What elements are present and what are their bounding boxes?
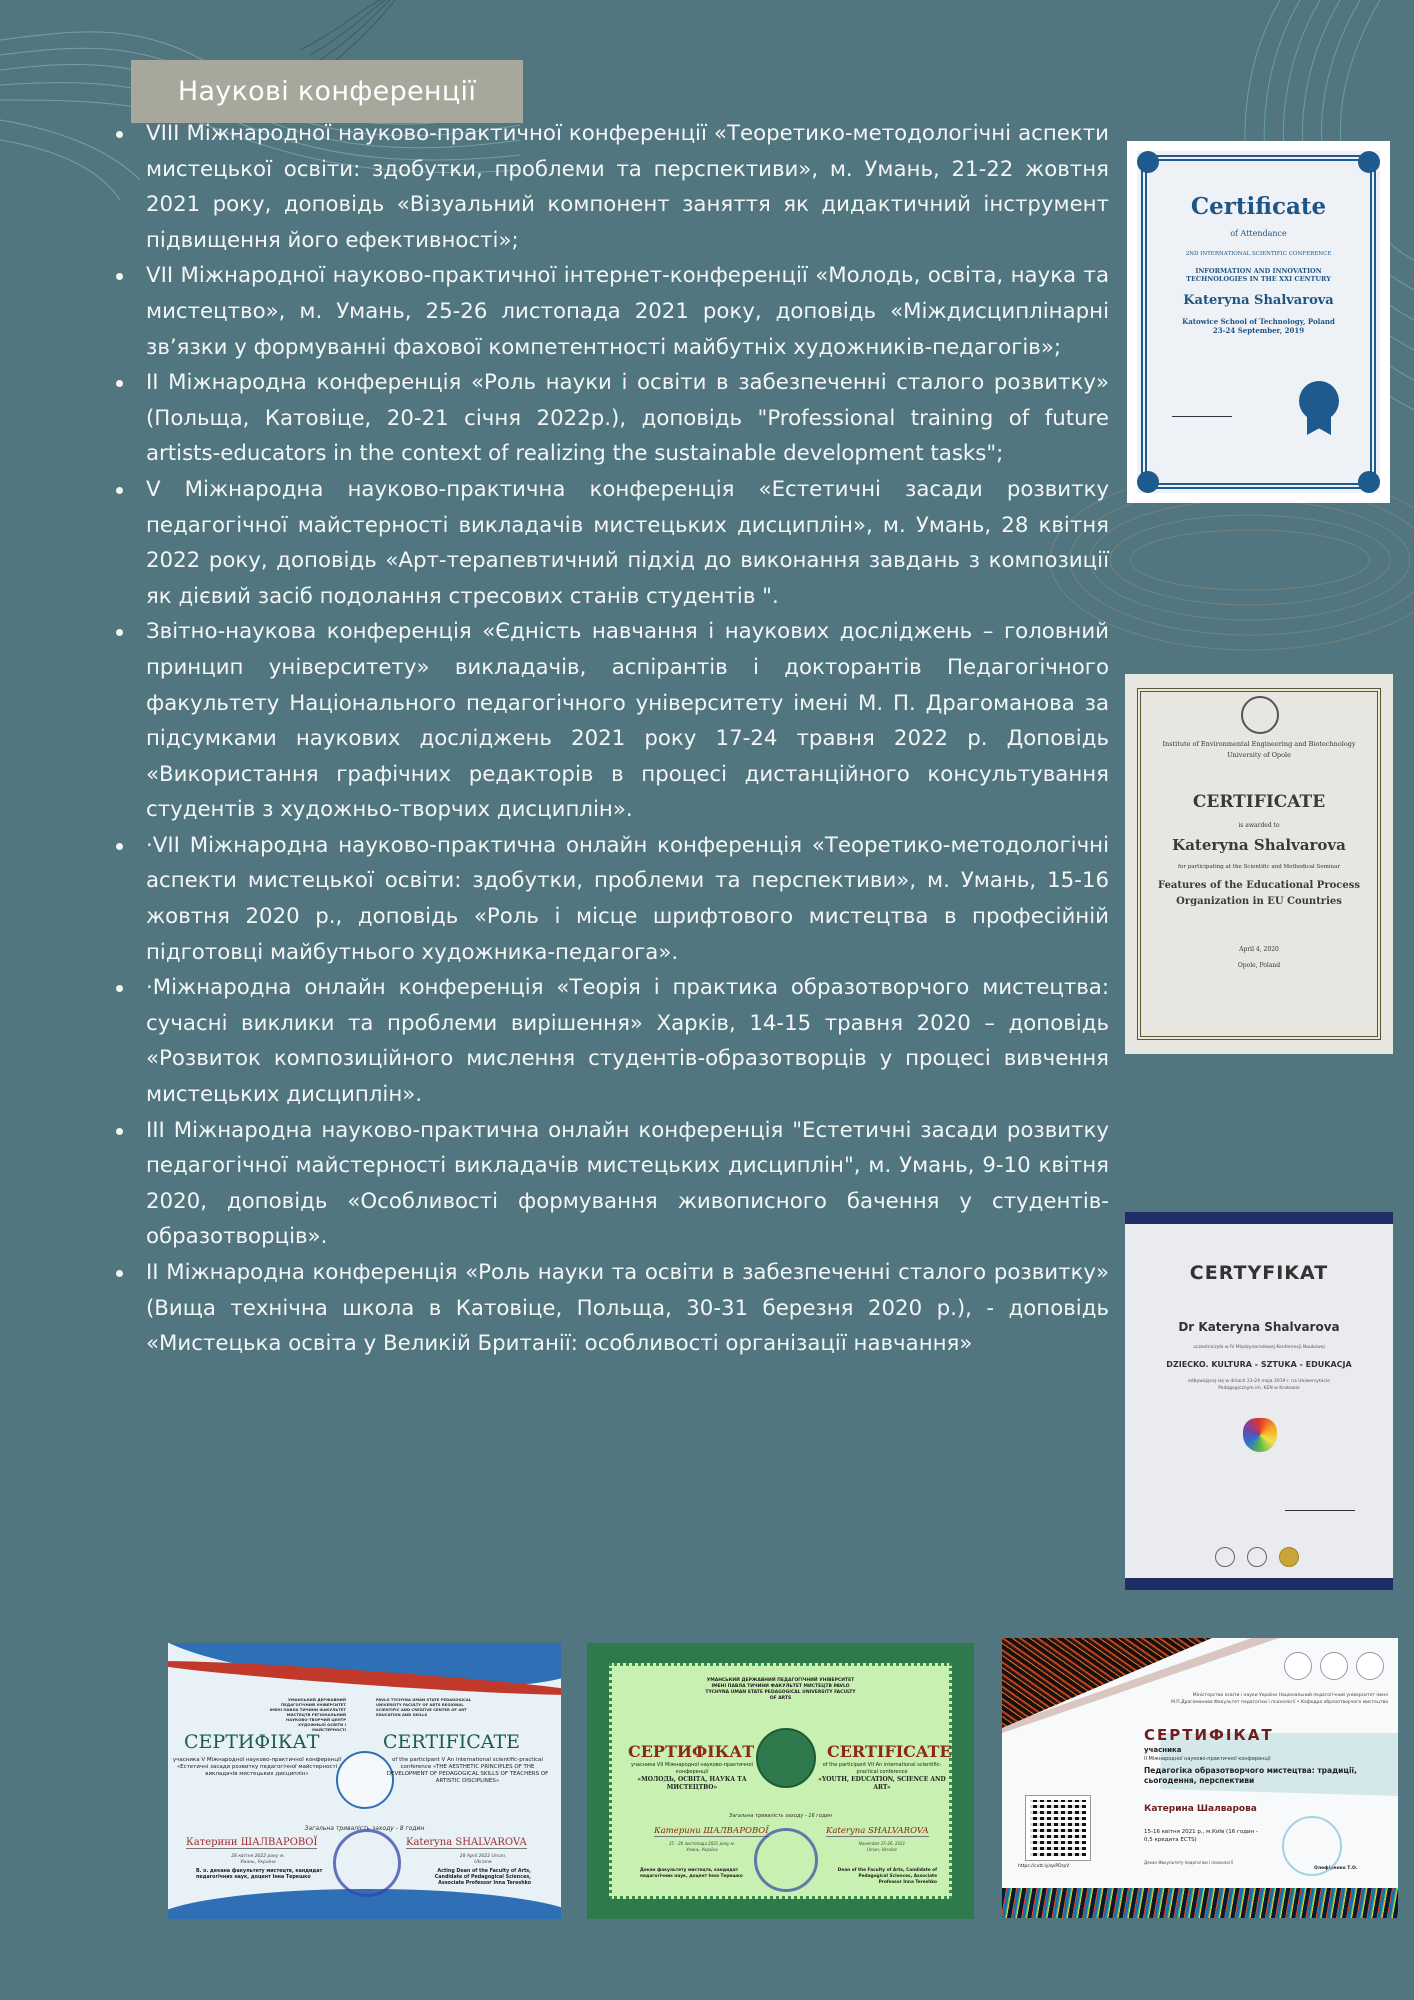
cert-date-en: November 25-26, 2021 Uman, Ukraine bbox=[858, 1841, 906, 1852]
corner-flower-icon bbox=[1358, 471, 1380, 493]
signature bbox=[1285, 1492, 1355, 1511]
cert-participation: uczestniczyła w IV Międzynarodowej Konferencji Naukowej bbox=[1193, 1345, 1325, 1350]
cert-sub-ua-text: учасника VII Міжнародної науково-практичної конференції bbox=[631, 1762, 753, 1775]
signature bbox=[1172, 391, 1232, 417]
cert-dean: Декан Факультету педагогіки і психології bbox=[1144, 1860, 1233, 1865]
cert-sub-ua: учасника V Міжнародної науково-практичної конференції «Естетичні засади розвитку педагогічної майстерності викладачів мистецьких дисциплін» bbox=[172, 1757, 342, 1777]
corner-flower-icon bbox=[1137, 151, 1159, 173]
cert-topic: Features of the Educational Process Organization in EU Countries bbox=[1158, 880, 1360, 907]
cert-heading-ua: СЕРТИФІКАТ bbox=[628, 1742, 755, 1761]
conference-item: Звітно-наукова конференція «Єдність навчання і наукових досліджень – головний принцип університету» викладачів, аспірантів і докторантів Педагогічного факультету Національного педагогічного університету імені М. П. Драгоманова за підсумками наукових досліджень 2021 року 17-24 травня 2022 р. Доповідь «Використання графічних редакторів в процесі дистанційного консультування студентів з художньо-творчих дисциплін». bbox=[146, 614, 1109, 828]
cert-dean-ua: Декан факультету мистецтв, кандидат педагогічних наук, доцент Інна Терешко bbox=[640, 1868, 743, 1879]
cert-heading: Certificate bbox=[1190, 193, 1327, 220]
cert-url: https://cutt.ly/qvPDrpV bbox=[1018, 1864, 1070, 1869]
logo-icon bbox=[1356, 1652, 1384, 1680]
cert-sub-ua bbox=[622, 1762, 762, 1792]
cert-conference: 2ND INTERNATIONAL SCIENTIFIC CONFERENCE bbox=[1185, 251, 1332, 257]
painted-hand-icon bbox=[1243, 1418, 1277, 1452]
cert-topic-ua: «МОЛОДЬ, ОСВІТА, НАУКА ТА МИСТЕЦТВО» bbox=[637, 1776, 747, 1791]
stamp-icon bbox=[1282, 1816, 1342, 1876]
conference-list bbox=[110, 116, 1109, 1362]
cert-duration: Загальна тривалість заходу - 8 годин bbox=[304, 1825, 425, 1832]
cert-sub-en bbox=[812, 1762, 952, 1792]
conference-item: II Міжнародна конференція «Роль науки і освіти в забезпеченні сталого розвитку» (Польща, Катовіце, 20-21 січня 2022р.), доповідь "Professional training of future artists-educators in the context of realizing the sustainable development tasks"; bbox=[146, 365, 1109, 472]
logo-icon bbox=[1320, 1652, 1348, 1680]
cert-header-ua: УМАНСЬКИЙ ДЕРЖАВНИЙ ПЕДАГОГІЧНИЙ УНІВЕРСИТЕТ ІМЕНІ ПАВЛА ТИЧИНИ ФАКУЛЬТЕТ МИСТЕЦТВ РЕГІОНАЛЬНИЙ НАУКОВО-ТВОРЧИЙ ЦЕНТР ХУДОЖНЬОЇ ОСВІТИ І МАЙСТЕРНОСТІ bbox=[269, 1697, 346, 1732]
cert-sub1: учасника bbox=[1144, 1746, 1182, 1754]
certificate-krakow bbox=[1125, 1212, 1393, 1590]
cert-header-en: PAVLO TYCHYNA UMAN STATE PEDAGOGICAL UNIVERSITY FACULTY OF ARTS REGIONAL SCIENTIFIC AND CREATIVE CENTER OF ART EDUCATION AND SKILLS bbox=[376, 1697, 472, 1717]
cert-details: 15-16 квітня 2021 р., м.Київ (16 годин - 0,5 кредита ECTS) bbox=[1144, 1829, 1258, 1843]
abstract-art-decoration bbox=[1002, 1888, 1398, 1918]
conference-item: II Міжнародна конференція «Роль науки та освіти в забезпеченні сталого розвитку» (Вища технічна школа в Катовіце, Польща, 30-31 березня 2020 р.), - доповідь «Мистецька освіта у Великій Британії: особливості організації навчання» bbox=[146, 1255, 1109, 1362]
logo-icon bbox=[1247, 1547, 1267, 1567]
cert-institution: Institute of Environmental Engineering and Biotechnology University of Opole bbox=[1162, 740, 1356, 759]
cert-topic: Педагогіка образотворчого мистецтва: традиції, сьогодення, перспективи bbox=[1144, 1766, 1357, 1785]
cert-recipient-name: Kateryna Shalvarova bbox=[1172, 836, 1346, 854]
cert-heading-en: CERTIFICATE bbox=[827, 1742, 952, 1761]
certificate-opole bbox=[1125, 674, 1393, 1054]
cert-awarded: is awarded to bbox=[1238, 822, 1280, 829]
conference-item: VIII Міжнародної науково-практичної конференції «Теоретико-методологічні аспекти мистецької освіти: здобутки, проблеми та перспективи», м. Умань, 21-22 жовтня 2021 року, доповідь «Візуальний компонент заняття як дидактичний інструмент підвищення його ефективності»; bbox=[146, 116, 1109, 258]
cert-name-ua: Катерини ШАЛВАРОВОЇ bbox=[654, 1826, 769, 1836]
conference-item: V Міжнародна науково-практична конференція «Естетичні засади розвитку педагогічної майстерності викладачів мистецьких дисциплін», м. Умань, 28 квітня 2022 року, доповідь «Арт-терапевтичний підхід до виконання завдань з композиції як дієвий засіб подолання стресових станів студентів ". bbox=[146, 472, 1109, 614]
cert-heading-en: CERTIFICATE bbox=[383, 1731, 521, 1753]
cert-dean-ua: В. о. декана факультету мистецтв, кандидат педагогічних наук, доцент Інна Терешко bbox=[196, 1869, 323, 1880]
cert-signer: Олефіренко Т.О. bbox=[1314, 1866, 1358, 1871]
stamp-icon bbox=[333, 1829, 401, 1897]
conference-item: ·VII Міжнародна науково-практична онлайн конференція «Теоретико-методологічні аспекти мистецької освіти: здобутки, проблеми та перспективи», м. Умань, 15-16 жовтня 2020 р., доповідь «Роль і місце шрифтового мистецтва в професійній підготовці майбутнього художника-педагога». bbox=[146, 828, 1109, 970]
cert-inner bbox=[609, 1663, 952, 1899]
corner-flower-icon bbox=[1137, 471, 1159, 493]
cert-heading: CERTYFIKAT bbox=[1189, 1262, 1329, 1284]
section-title: Наукові конференції bbox=[177, 76, 477, 107]
cert-heading: CERTIFICATE bbox=[1192, 792, 1326, 812]
abstract-art-decoration bbox=[1002, 1638, 1212, 1728]
cert-date: April 4, 2020 bbox=[1239, 946, 1279, 953]
certificate-kyiv-2021 bbox=[1002, 1638, 1398, 1918]
top-bar bbox=[1125, 1212, 1393, 1224]
cert-dean-en: Acting Dean of the Faculty of Arts, Candidate of Pedagogical Sciences, Associate Professor Inna Tereshko bbox=[434, 1869, 531, 1886]
cert-name-ua: Катерини ШАЛВАРОВОЇ bbox=[186, 1837, 318, 1848]
qr-code-icon bbox=[1026, 1796, 1090, 1860]
cert-dean-en: Dean of the Faculty of Arts, Candidate of Pedagogical Sciences, Associate Professor Inna Tereshko bbox=[837, 1868, 937, 1885]
cert-name-en: Kateryna SHALVAROVA bbox=[826, 1826, 929, 1836]
stamp-icon bbox=[754, 1828, 818, 1892]
certificate-katowice bbox=[1127, 141, 1390, 503]
university-emblem-icon bbox=[1241, 696, 1279, 734]
cert-for: for participating at the Scientific and Methodical Seminar bbox=[1177, 864, 1341, 870]
cert-recipient-name: Катерина Шалварова bbox=[1144, 1804, 1257, 1814]
cert-recipient-name: Dr Kateryna Shalvarova bbox=[1178, 1320, 1340, 1334]
logo-icon bbox=[1215, 1547, 1235, 1567]
cert-header: УМАНСЬКИЙ ДЕРЖАВНИЙ ПЕДАГОГІЧНИЙ УНІВЕРСИТЕТ ІМЕНІ ПАВЛА ТИЧИНИ ФАКУЛЬТЕТ МИСТЕЦТВ PAVLO TYCHYNA UMAN STATE PEDAGOGICAL UNIVERSITY FACULTY OF ARTS bbox=[705, 1678, 856, 1701]
logo-icon bbox=[1279, 1547, 1299, 1567]
cert-recipient-name: Kateryna Shalvarova bbox=[1183, 293, 1334, 308]
conference-item: ·Міжнародна онлайн конференція «Теорія і практика образотворчого мистецтва: сучасні виклики та проблеми вирішення» Харків, 14-15 травня 2020 – доповідь «Розвиток композиційного мислення студентів-образотворців у процесі вивчення мистецьких дисциплін». bbox=[146, 970, 1109, 1112]
cert-date-place bbox=[1125, 942, 1393, 974]
cert-organization: Міністерство освіти і науки України Національний педагогічний університет імені М.П.Драгоманова Факультет педагогіки і психології • Кафедра образотворчого мистецтва bbox=[1170, 1693, 1388, 1705]
bottom-bar bbox=[1125, 1578, 1393, 1590]
cert-date: 23-24 September, 2019 bbox=[1212, 326, 1305, 335]
cert-details: odbywającej się w dniach 23-24 maja 2019 r. na Uniwersytecie Pedagogicznym im. KEN w Krakowie bbox=[1188, 1379, 1330, 1391]
cert-place bbox=[1137, 317, 1380, 335]
cert-subtitle: of Attendance bbox=[1230, 229, 1287, 238]
cert-topic: DZIECKO. KULTURA - SZTUKA - EDUKACJA bbox=[1166, 1360, 1352, 1369]
patron-logos bbox=[1215, 1547, 1299, 1567]
conference-item: III Міжнародна науково-практична онлайн конференція "Естетичні засади розвитку педагогічної майстерності викладачів мистецьких дисциплін", м. Умань, 9-10 квітня 2020, доповідь «Особливості формування живописного бачення у студентів-образотворців». bbox=[146, 1113, 1109, 1255]
corner-flower-icon bbox=[1358, 151, 1380, 173]
cert-date-ua: 25 - 26 листопада 2021 року м. Умань, Україна bbox=[669, 1841, 735, 1852]
cert-heading-ua: СЕРТИФІКАТ bbox=[184, 1731, 320, 1753]
cert-sub-en-text: of the participant VII An international scientific-practical conference bbox=[822, 1762, 942, 1775]
cert-date-en: 28 April 2022 Uman, Ukraine bbox=[459, 1854, 507, 1865]
cert-duration: Загальна тривалість заходу - 16 годин bbox=[729, 1813, 832, 1819]
cert-heading: СЕРТИФІКАТ bbox=[1144, 1726, 1274, 1744]
faculty-logo-icon bbox=[756, 1728, 816, 1788]
org-logos bbox=[1284, 1652, 1384, 1680]
certificate-uman-2022 bbox=[168, 1643, 561, 1919]
certificate-uman-2021 bbox=[587, 1643, 974, 1919]
cert-topic-en: «YOUTH, EDUCATION, SCIENCE AND ART» bbox=[818, 1776, 946, 1791]
section-title-box bbox=[131, 60, 523, 123]
conference-item: VII Міжнародної науково-практичної інтернет-конференції «Молодь, освіта, наука та мистецтво», м. Умань, 25-26 листопада 2021 року, доповідь «Міждисциплінарні зв’язки у формуванні фахової компетентності майбутніх художників-педагогів»; bbox=[146, 258, 1109, 365]
cert-sub-en: of the participant V An international scientific-practical conference «THE AESTHETIC PRINCIPLES OF THE DEVELOPMENT OF PEDAGOGICAL SKILLS OF TEACHERS OF ARTISTIC DISCIPLINES» bbox=[386, 1757, 549, 1784]
logo-icon bbox=[1284, 1652, 1312, 1680]
cert-sub2: II Міжнародної науково-практичної конференції bbox=[1144, 1756, 1271, 1762]
cert-topic: INFORMATION AND INNOVATION TECHNOLOGIES IN THE XXI CENTURY bbox=[1186, 267, 1331, 283]
cert-name-en: Kateryna SHALVAROVA bbox=[406, 1837, 527, 1848]
cert-date-ua: 28 квітня 2022 року м. Умань, Україна bbox=[231, 1854, 285, 1865]
cert-place: Opole, Poland bbox=[1237, 962, 1281, 969]
cert-place-text: Katowice School of Technology, Poland bbox=[1182, 317, 1335, 326]
